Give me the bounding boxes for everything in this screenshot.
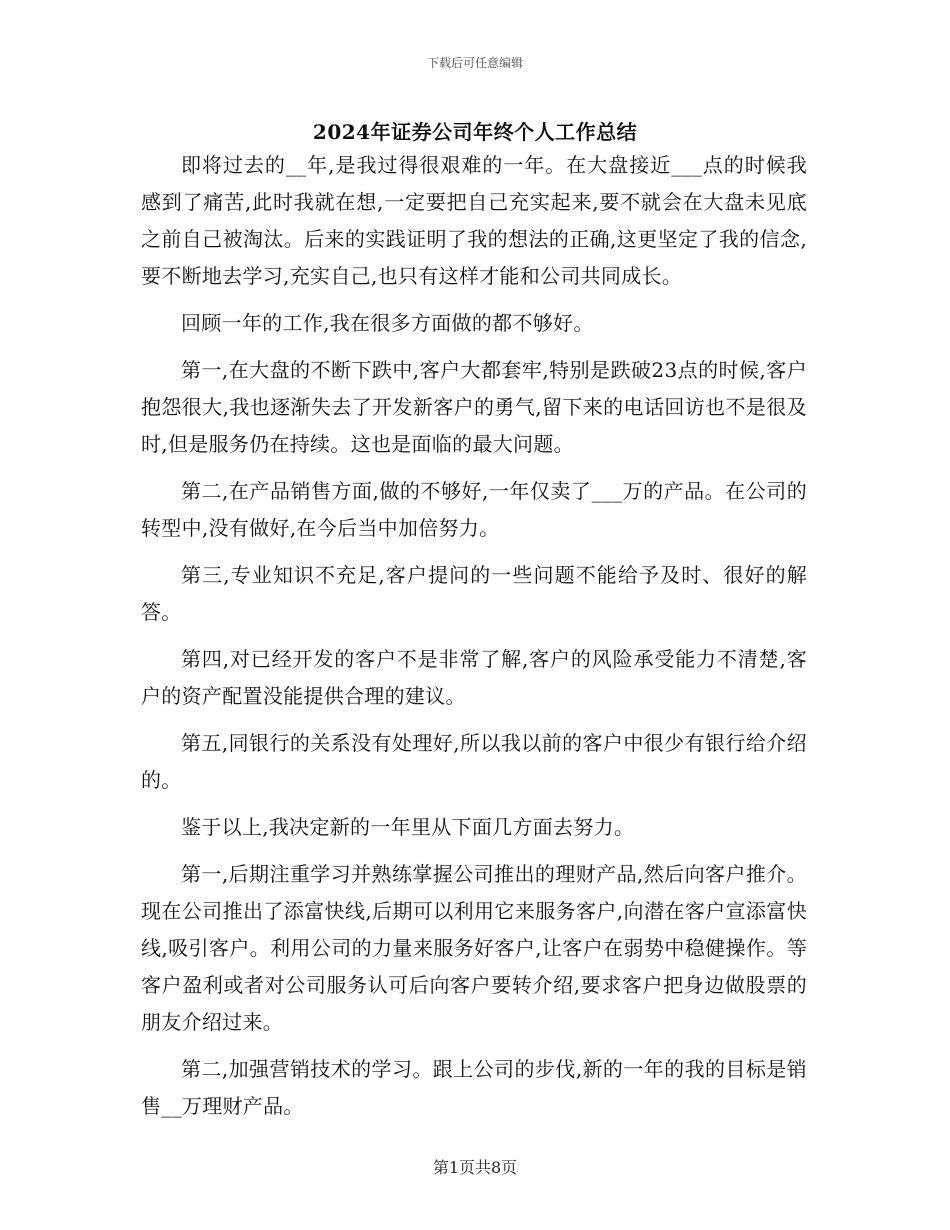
document-body: [141, 147, 807, 1135]
paragraph-review: 回顾一年的工作,我在很多方面做的都不够好。: [181, 311, 594, 335]
paragraph-issue-3: 第三,专业知识不充足,客户提问的一些问题不能给予及时、很好的解答。: [141, 563, 807, 624]
header-note: 下载后可任意编辑: [426, 56, 523, 70]
paragraph-issue-1: 第一,在大盘的不断下跌中,客户大都套牢,特别是跌破23点的时候,客户抱怨很大,我也逐渐失去了开发新客户的勇气,留下来的电话回访也不是很及时,但是服务仍在持续。这也是面临的最大问题。: [141, 358, 807, 456]
document-title: 2024年证券公司年终个人工作总结: [312, 120, 638, 144]
paragraph-issue-5: 第五,同银行的关系没有处理好,所以我以前的客户中很少有银行给介绍的。: [141, 731, 807, 792]
paragraph-issue-4: 第四,对已经开发的客户不是非常了解,客户的风险承受能力不清楚,客户的资产配置没能提供合理的建议。: [141, 647, 807, 708]
paragraph-intro: 即将过去的__年,是我过得很艰难的一年。在大盘接近___点的时候我感到了痛苦,此时我就在想,一定要把自己充实起来,要不就会在大盘未见底之前自己被淘汰。后来的实践证明了我的想法的正确,这更坚定了我的信念,要不断地去学习,充实自己,也只有这样才能和公司共同成长。: [141, 153, 807, 288]
paragraph-issue-2: 第二,在产品销售方面,做的不够好,一年仅卖了___万的产品。在公司的转型中,没有做好,在今后当中加倍努力。: [141, 479, 807, 540]
paragraph-plan-1: 第一,后期注重学习并熟练掌握公司推出的理财产品,然后向客户推介。现在公司推出了添富快线,后期可以利用它来服务客户,向潜在客户宣添富快线,吸引客户。利用公司的力量来服务好客户,让客户在弱势中稳健操作。等客户盈利或者对公司服务认可后向客户要转介绍,要求客户把身边做股票的朋友介绍过来。: [141, 862, 807, 1034]
page-number-footer: 第1页共8页: [432, 1158, 518, 1177]
paragraph-plan-2: 第二,加强营销技术的学习。跟上公司的步伐,新的一年的我的目标是销售__万理财产品。: [141, 1057, 807, 1118]
paragraph-plan-intro: 鉴于以上,我决定新的一年里从下面几方面去努力。: [181, 815, 635, 839]
